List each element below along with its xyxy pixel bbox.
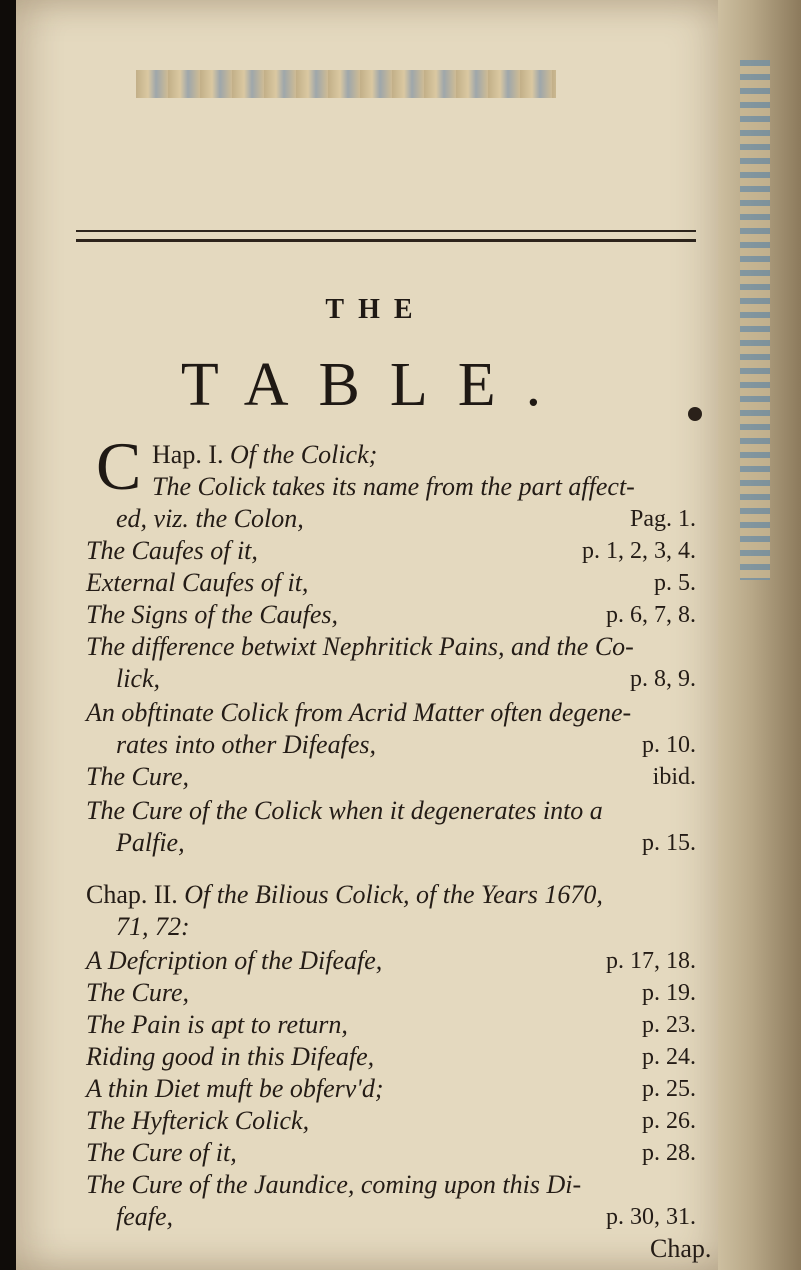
catchword: Chap. [650, 1234, 712, 1263]
toc-row [86, 762, 696, 792]
toc-row [86, 600, 696, 630]
toc-row [116, 730, 696, 760]
toc-entry-text: Riding good in this Difeafe, [86, 1042, 375, 1071]
toc-entry-text: Palfie, [116, 828, 185, 857]
heading-the: THE [325, 294, 427, 325]
toc-page-ref: p. 10. [642, 732, 696, 758]
toc-row [86, 1010, 696, 1040]
chapter-1-heading [152, 440, 377, 470]
toc-row [86, 1042, 696, 1072]
toc-entry-text: The Pain is apt to return, [86, 1010, 348, 1039]
chapter-2-title: Of the Bilious Colick, of the Years 1670, [184, 880, 603, 909]
toc-row [116, 828, 696, 858]
toc-page-ref: Pag. 1. [630, 506, 696, 532]
toc-entry-text: The Cure, [86, 762, 190, 791]
double-rule-lower [76, 239, 696, 242]
toc-page-ref: ibid. [652, 764, 696, 790]
marbled-page-edge [740, 60, 770, 580]
toc-row [116, 664, 696, 694]
toc-entry-text: A Defcription of the Difeafe, [86, 946, 383, 975]
toc-entry-text: The Cure of it, [86, 1138, 237, 1167]
toc-entry-text: The Hyfterick Colick, [86, 1106, 310, 1135]
toc-entry-text: lick, [116, 664, 161, 693]
toc-line: The Cure of the Colick when it degenerates into a [86, 796, 603, 825]
toc-page-ref: p. 1, 2, 3, 4. [582, 538, 696, 564]
chapter-2-heading [86, 880, 603, 910]
toc-row [86, 1106, 696, 1136]
toc-entry-text: The Cure, [86, 978, 190, 1007]
toc-page-ref: p. 5. [654, 570, 696, 596]
double-rule-upper [76, 230, 696, 232]
ornament-dot [688, 407, 702, 421]
chapter-2-years: 71, 72: [116, 912, 190, 941]
toc-entry-text: The Caufes of it, [86, 536, 258, 565]
toc-line: The Cure of the Jaundice, coming upon this Di- [86, 1170, 582, 1199]
toc-row [86, 1138, 696, 1168]
toc-page-ref: p. 24. [642, 1044, 696, 1070]
toc-page-ref: p. 6, 7, 8. [606, 602, 696, 628]
toc-entry-text: rates into other Difeafes, [116, 730, 376, 759]
chapter-1-title: Of the Colick; [229, 440, 378, 469]
toc-row [86, 946, 696, 976]
toc-row [86, 568, 696, 598]
toc-page-ref: p. 23. [642, 1012, 696, 1038]
chapter-2-label: Chap. II. [86, 880, 178, 909]
toc-row [86, 536, 696, 566]
toc-row [116, 504, 696, 534]
heading-table: TABLE. [180, 351, 572, 419]
toc-line: The difference betwixt Nephritick Pains, and the Co- [86, 632, 634, 661]
toc-entry-text: ed, viz. the Colon, [116, 504, 304, 533]
toc-entry-text: feafe, [116, 1202, 174, 1231]
toc-page-ref: p. 8, 9. [630, 666, 696, 692]
toc-page-ref: p. 19. [642, 980, 696, 1006]
drop-cap: C [96, 428, 142, 504]
book-page [16, 0, 736, 1270]
toc-page-ref: p. 30, 31. [606, 1204, 696, 1230]
toc-page-ref: p. 15. [642, 830, 696, 856]
toc-row [86, 978, 696, 1008]
toc-line: An obftinate Colick from Acrid Matter often degene- [86, 698, 632, 727]
toc-row [86, 1074, 696, 1104]
toc-page-ref: p. 26. [642, 1108, 696, 1134]
toc-entry-text: A thin Diet muft be obferv'd; [86, 1074, 384, 1103]
marbled-strip-top [136, 70, 556, 98]
toc-page-ref: p. 28. [642, 1140, 696, 1166]
toc-page-ref: p. 25. [642, 1076, 696, 1102]
chapter-1-label: Hap. I. [152, 440, 224, 469]
toc-entry-text: External Caufes of it, [86, 568, 309, 597]
toc-page-ref: p. 17, 18. [606, 948, 696, 974]
toc-line: The Colick takes its name from the part affect- [152, 472, 635, 501]
toc-entry-text: The Signs of the Caufes, [86, 600, 339, 629]
toc-row [116, 1202, 696, 1232]
